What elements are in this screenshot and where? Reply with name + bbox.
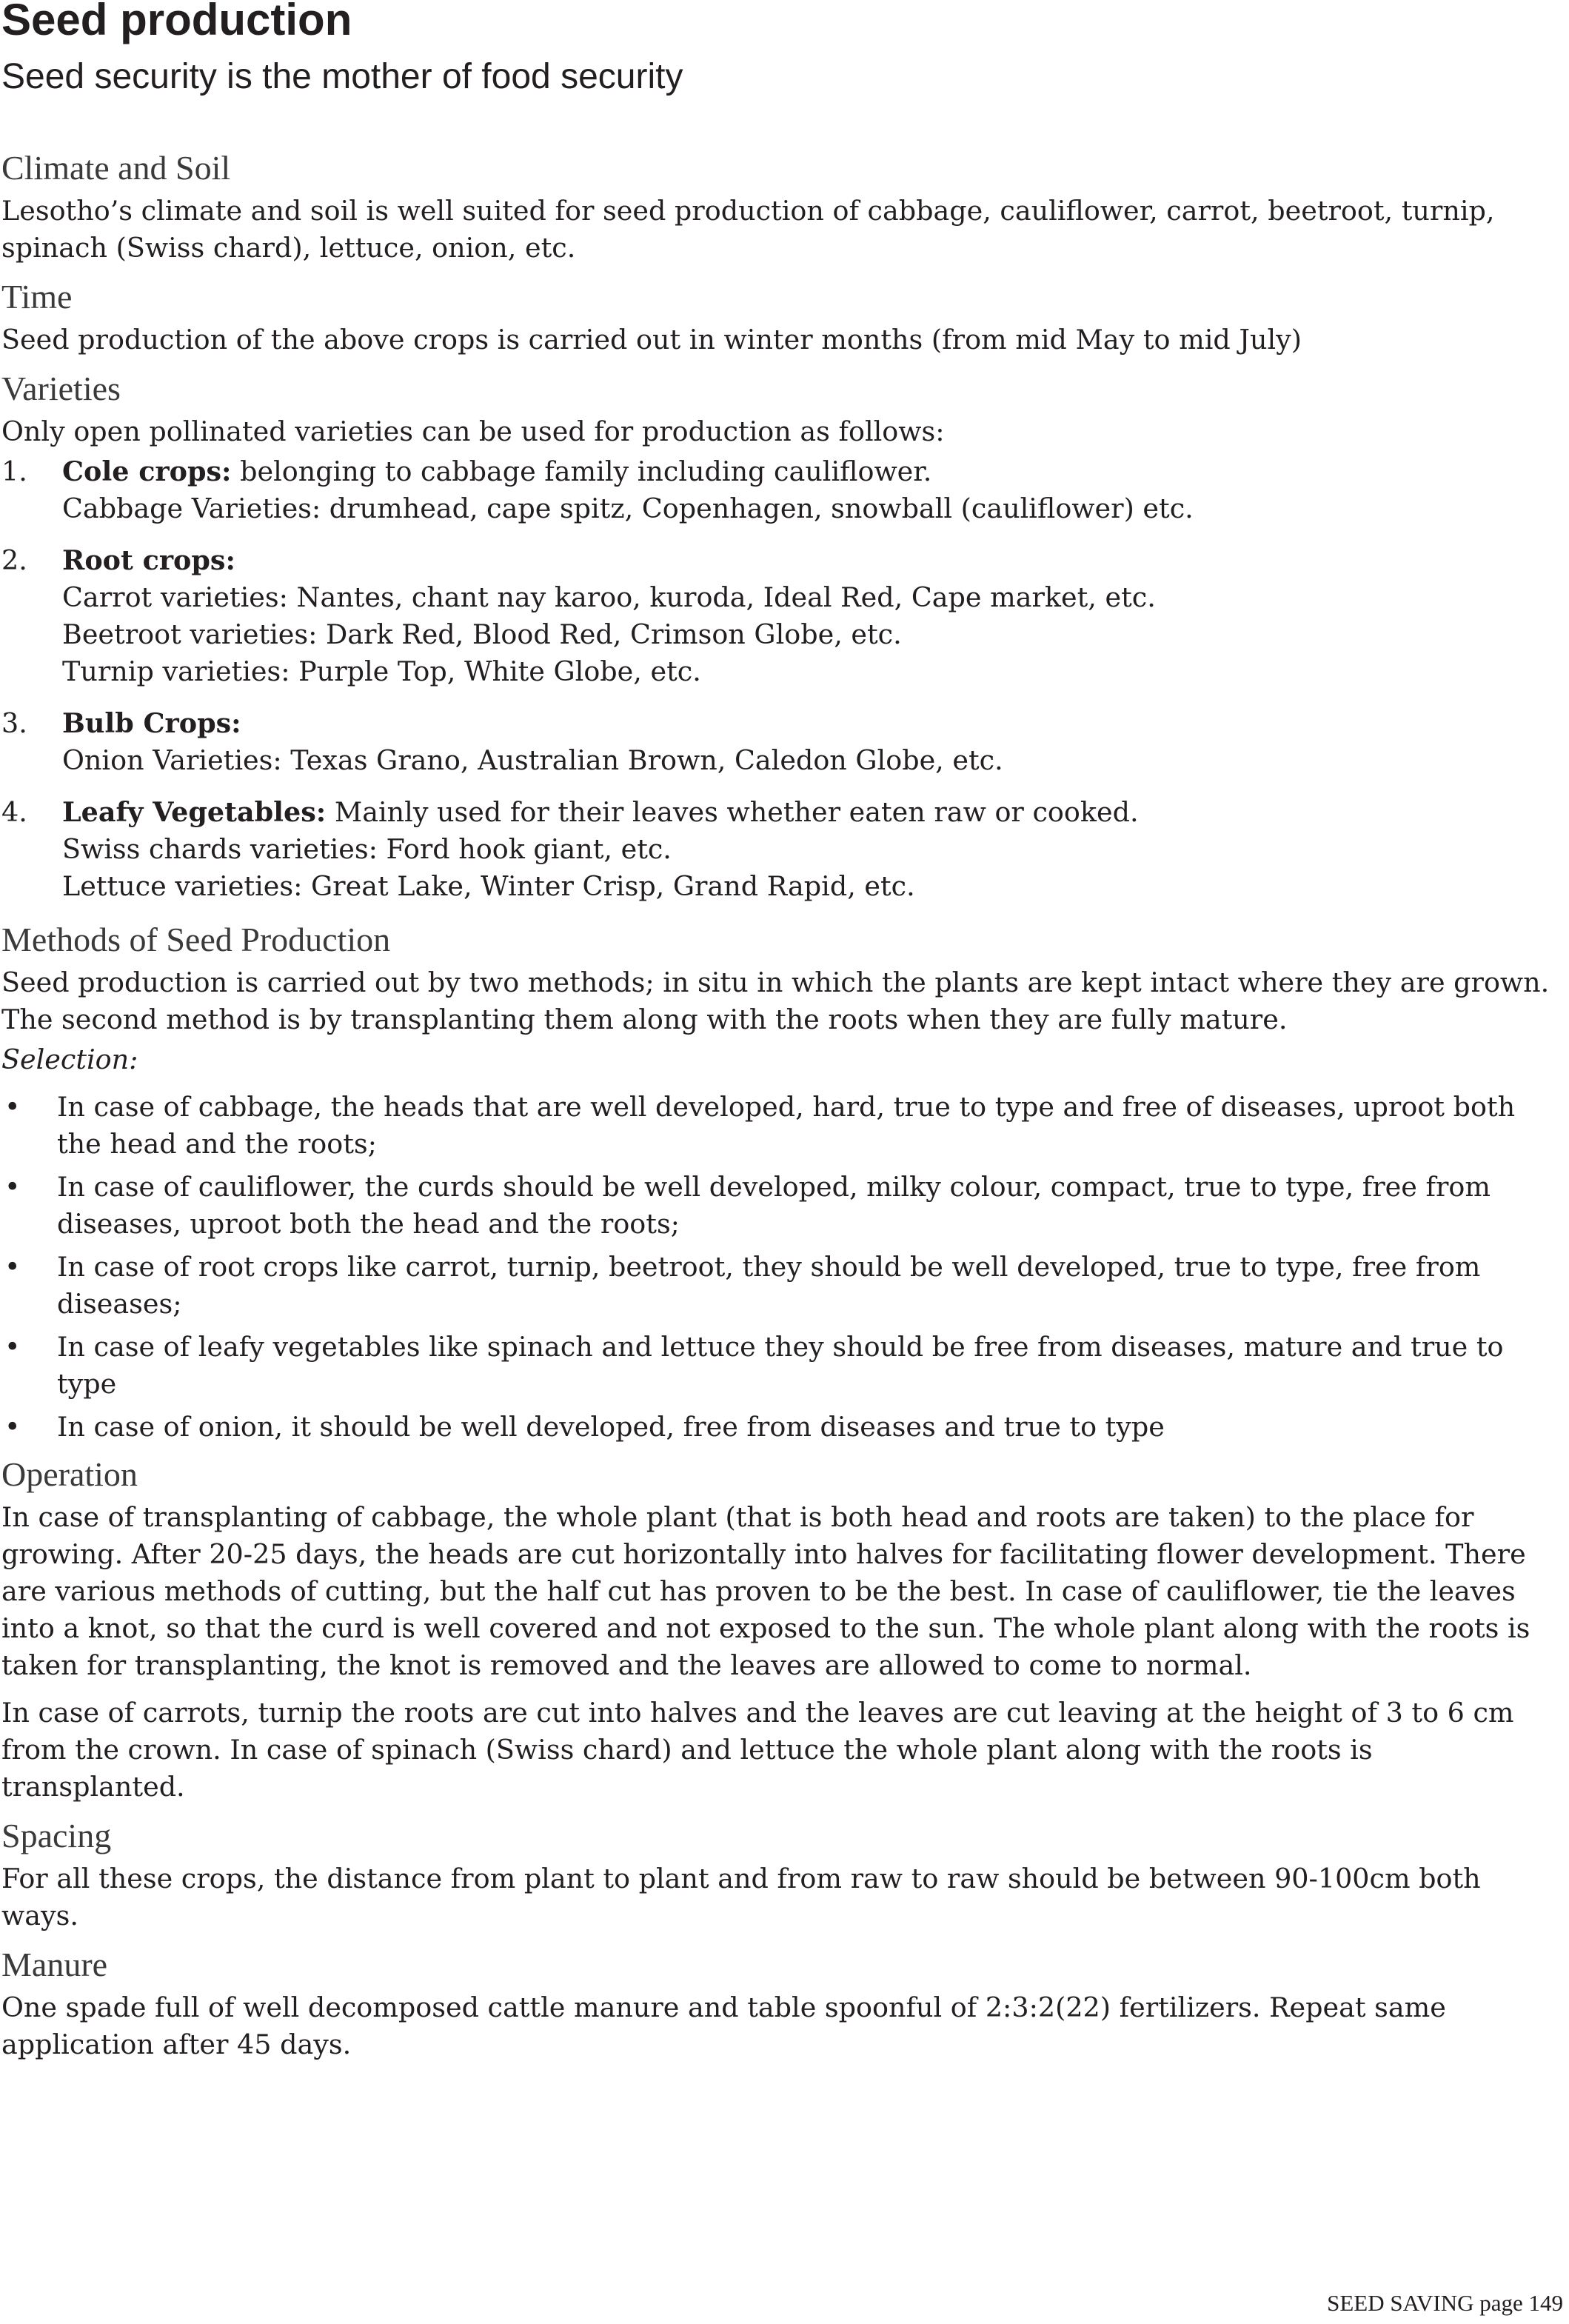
bullet-icon: •: [4, 1171, 21, 1203]
bullet-item: [1, 1169, 1564, 1243]
section-heading-manure: Manure: [1, 1946, 108, 1983]
list-item-heading: [62, 542, 1564, 579]
list-item-label: Bulb Crops:: [62, 707, 241, 739]
section-heading-methods: Methods of Seed Production: [1, 921, 391, 958]
list-item-line: Swiss chards varieties: Ford hook giant, etc.: [62, 833, 672, 865]
bullet-icon: •: [4, 1091, 21, 1123]
list-item-number: 4.: [1, 796, 27, 828]
bullet-item: [1, 1249, 1564, 1323]
list-item-line: Carrot varieties: Nantes, chant nay karoo, kuroda, Ideal Red, Cape market, etc.: [62, 581, 1156, 613]
bullet-icon: •: [4, 1251, 21, 1283]
page-subtitle: Seed security is the mother of food security: [1, 57, 683, 96]
list-item-number: 2.: [1, 544, 27, 576]
time-text: Seed production of the above crops is carried out in winter months (from mid May to mid July): [1, 324, 1302, 355]
list-item: [1, 542, 1564, 690]
list-item-label: Leafy Vegetables:: [62, 796, 327, 828]
list-item-heading: [62, 705, 1564, 742]
section-heading-varieties: Varieties: [1, 370, 121, 407]
bullet-text: In case of cabbage, the heads that are well developed, hard, true to type and free of diseases, uproot both the head and the roots;: [57, 1091, 1516, 1160]
section-heading-operation: Operation: [1, 1455, 138, 1493]
list-item-line: Onion Varieties: Texas Grano, Australian Brown, Caledon Globe, etc.: [62, 744, 1003, 776]
list-item-label-rest: belonging to cabbage family including cauliflower.: [231, 455, 932, 487]
list-item-line: Turnip varieties: Purple Top, White Globe, etc.: [62, 655, 701, 687]
bullet-text: In case of leafy vegetables like spinach and lettuce they should be free from diseases, mature and true to type: [57, 1331, 1504, 1400]
list-item-line: Cabbage Varieties: drumhead, cape spitz, Copenhagen, snowball (cauliflower) etc.: [62, 492, 1194, 524]
methods-section: [1, 920, 1564, 1446]
list-item: [1, 453, 1564, 527]
time-section: [1, 277, 1564, 358]
list-item-number: 1.: [1, 455, 27, 487]
methods-text: Seed production is carried out by two methods; in situ in which the plants are kept intact where they are grown. The second method is by transplanting them along with the roots when they are fully mature.: [1, 966, 1550, 1035]
bullet-text: In case of root crops like carrot, turnip, beetroot, they should be well developed, true to type, free from diseases;: [57, 1251, 1481, 1320]
bullet-text: In case of onion, it should be well developed, free from diseases and true to type: [57, 1411, 1165, 1443]
bullet-text: In case of cauliflower, the curds should be well developed, milky colour, compact, true to type, free from diseases, uproot both the head and the roots;: [57, 1171, 1491, 1240]
selection-bullet-list: [1, 1089, 1564, 1446]
bullet-item: [1, 1409, 1564, 1446]
manure-section: [1, 1945, 1564, 2063]
list-item-number: 3.: [1, 707, 27, 739]
section-heading-spacing: Spacing: [1, 1817, 112, 1854]
operation-paragraph: In case of carrots, turnip the roots are cut into halves and the leaves are cut leaving at the height of 3 to 6 cm from the crown. In case of spinach (Swiss chard) and lettuce the whole plant along with the roots is transplanted.: [1, 1697, 1514, 1803]
bullet-icon: •: [4, 1331, 21, 1363]
section-heading-time: Time: [1, 278, 73, 315]
list-item-label: Root crops:: [62, 544, 235, 576]
spacing-section: [1, 1816, 1564, 1934]
bullet-item: [1, 1329, 1564, 1403]
bullet-item: [1, 1089, 1564, 1163]
section-heading-climate: Climate and Soil: [1, 149, 231, 187]
list-item-heading: [62, 794, 1564, 831]
operation-paragraph: In case of transplanting of cabbage, the whole plant (that is both head and roots are taken) to the place for growing. After 20-25 days, the heads are cut horizontally into halves for facilitating flower development. There are various methods of cutting, but the half cut has proven to be the best. In case of cauliflower, tie the leaves into a knot, so that the curd is well covered and not exposed to the sun. The whole plant along with the roots is taken for transplanting, the knot is removed and the leaves are allowed to come to normal.: [1, 1501, 1530, 1681]
varieties-intro: Only open pollinated varieties can be used for production as follows:: [1, 415, 945, 447]
page-title: Seed production: [1, 0, 352, 44]
climate-text: Lesotho’s climate and soil is well suited for seed production of cabbage, cauliflower, carrot, beetroot, turnip, spinach (Swiss chard), lettuce, onion, etc.: [1, 195, 1495, 264]
varieties-list: [1, 453, 1564, 905]
selection-label: Selection:: [1, 1044, 138, 1075]
list-item-label: Cole crops:: [62, 455, 232, 487]
bullet-icon: •: [4, 1411, 21, 1443]
spacing-text: For all these crops, the distance from plant to plant and from raw to raw should be between 90-100cm both ways.: [1, 1863, 1481, 1931]
manure-text: One spade full of well decomposed cattle manure and table spoonful of 2:3:2(22) fertilizers. Repeat same application after 45 days.: [1, 1991, 1446, 2060]
list-item-line: Lettuce varieties: Great Lake, Winter Crisp, Grand Rapid, etc.: [62, 870, 915, 902]
list-item: [1, 705, 1564, 779]
list-item-line: Beetroot varieties: Dark Red, Blood Red, Crimson Globe, etc.: [62, 618, 902, 650]
list-item-heading: [62, 453, 1564, 490]
climate-section: [1, 148, 1564, 267]
list-item-label-rest: Mainly used for their leaves whether eaten raw or cooked.: [326, 796, 1139, 828]
document-body: [1, 148, 1564, 2074]
operation-section: [1, 1455, 1564, 1806]
page-footer: SEED SAVING page 149: [1327, 2290, 1563, 2316]
varieties-section: [1, 369, 1564, 905]
list-item: [1, 794, 1564, 905]
